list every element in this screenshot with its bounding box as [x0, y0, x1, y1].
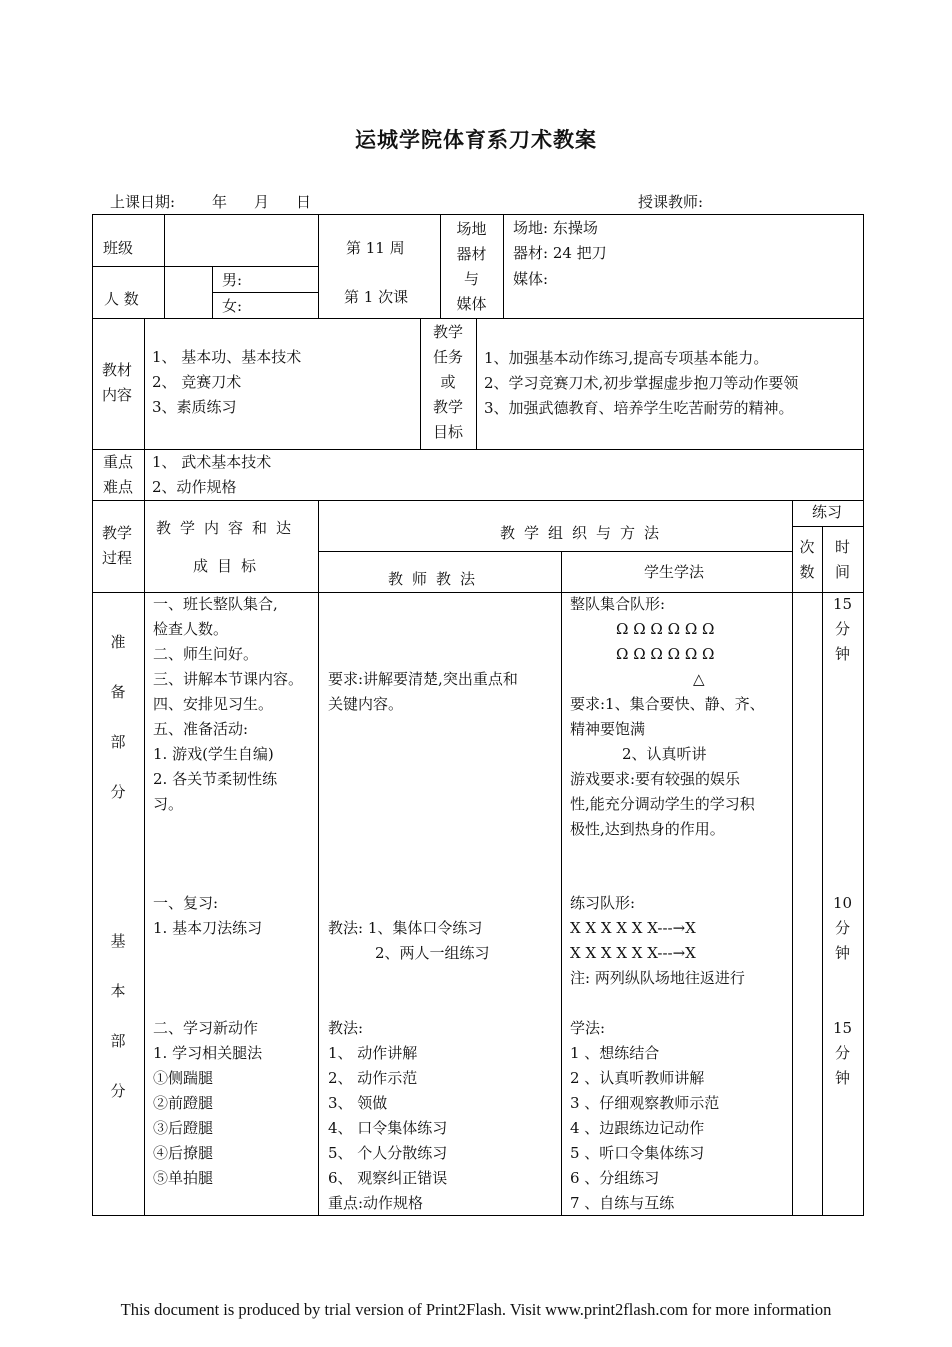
equipment-value: 器材: 24 把刀: [513, 244, 607, 262]
duration-header: 时 间: [834, 538, 850, 581]
year-label: 年: [212, 193, 228, 211]
basic-section-label: 基 本 部 分: [110, 932, 126, 1100]
teacher-label: 授课教师:: [638, 193, 704, 211]
prep-section-label: 准 备 部 分: [110, 633, 126, 801]
student-method-header: 学生学法: [644, 563, 705, 581]
process-label: 教学 过程: [102, 524, 133, 567]
list-item: 1、 基本功、基本技术: [152, 348, 302, 366]
focus-label: 重点 难点: [103, 453, 134, 496]
content-list: [152, 345, 301, 420]
org-method-header: 教学组织与方法: [500, 524, 669, 542]
new-time: 15 分 钟: [832, 1019, 853, 1087]
prep-teacher-method: 要求:讲解要清楚,突出重点和 关键内容。: [328, 670, 518, 713]
new-student-method: 学法: 1 、想练结合 2 、认真听教师讲解 3 、仔细观察教师示范 4 、边跟练边记动作 5 、听口令集体练习 6 、分组练习 7 、自练与互练: [570, 1019, 720, 1212]
document-title: 运城学院体育系刀术教案: [355, 127, 597, 152]
practice-header: 练习: [812, 503, 843, 521]
list-item: 2、动作规格: [152, 478, 237, 496]
times-header: 次 数: [799, 538, 815, 581]
new-teacher-method: 教法: 1、 动作讲解 2、 动作示范 3、 领做 4、 口令集体练习 5、 个人分散练习 6、 观察纠正错误 重点:动作规格: [328, 1019, 448, 1212]
teacher-method-header: 教师教法: [388, 570, 485, 588]
task-list: [484, 346, 798, 421]
list-item: 2、学习竞赛刀术,初步掌握虚步抱刀等动作要领: [484, 374, 799, 392]
review-content: 一、复习: 1. 基本刀法练习: [153, 894, 263, 937]
task-label: 教学 任务 或 教学 目标: [432, 323, 463, 441]
class-label: 班级: [103, 239, 134, 257]
list-item: 1、 武术基本技术: [152, 453, 272, 471]
content-goal-header: 教学内容和达: [156, 519, 301, 537]
date-label: 上课日期:: [110, 193, 176, 211]
female-label: 女:: [222, 297, 243, 315]
people-label: 人 数: [104, 290, 139, 308]
week-value: 第 11 周: [346, 239, 405, 257]
review-teacher-method: 教法: 1、集体口令练习 2、两人一组练习: [328, 919, 490, 962]
list-item: 2、 竞赛刀术: [152, 373, 242, 391]
focus-list: [152, 450, 271, 500]
media-value: 媒体:: [513, 270, 549, 288]
list-item: 1、加强基本动作练习,提高专项基本能力。: [484, 349, 769, 367]
venue-column-label: 场地 器材 与 媒体: [456, 220, 487, 313]
prep-time: 15 分 钟: [832, 595, 853, 663]
review-student-method: 练习队形: X X X X X X---→X X X X X X X---→X 注: 两列纵队场地往返进行: [570, 894, 745, 987]
content-label: 教材 内容: [102, 361, 133, 404]
venue-value: 场地: 东操场: [513, 219, 598, 237]
new-content: 二、学习新动作 1. 学习相关腿法 ①侧踹腿 ②前蹬腿 ③后蹬腿 ④后撩腿 ⑤单拍腿: [153, 1019, 263, 1187]
male-label: 男:: [222, 271, 243, 289]
review-time: 10 分 钟: [832, 894, 853, 962]
day-label: 日: [296, 193, 312, 211]
month-label: 月: [254, 193, 270, 211]
trial-footer-notice: This document is produced by trial version of Print2Flash. Visit www.print2flash.com for more information: [120, 1300, 832, 1319]
content-goal-header-2: 成目标: [193, 557, 266, 575]
list-item: 3、加强武德教育、培养学生吃苦耐劳的精神。: [484, 399, 794, 417]
list-item: 3、素质练习: [152, 398, 237, 416]
prep-student-method: 整队集合队形: Ω Ω Ω Ω Ω Ω Ω Ω Ω Ω Ω Ω △ 要求:1、集合要快、静、齐、 精神要饱满 2、认真听讲 游戏要求:要有较强的娱乐 性,能充分调动学生的学习积 极性,达到热身的作用。: [570, 595, 765, 838]
prep-content: 一、班长整队集合, 检查人数。 二、师生问好。 三、讲解本节课内容。 四、安排见习生。 五、准备活动: 1. 游戏(学生自编) 2. 各关节柔韧性练 习。: [153, 595, 304, 813]
lesson-value: 第 1 次课: [344, 288, 409, 306]
